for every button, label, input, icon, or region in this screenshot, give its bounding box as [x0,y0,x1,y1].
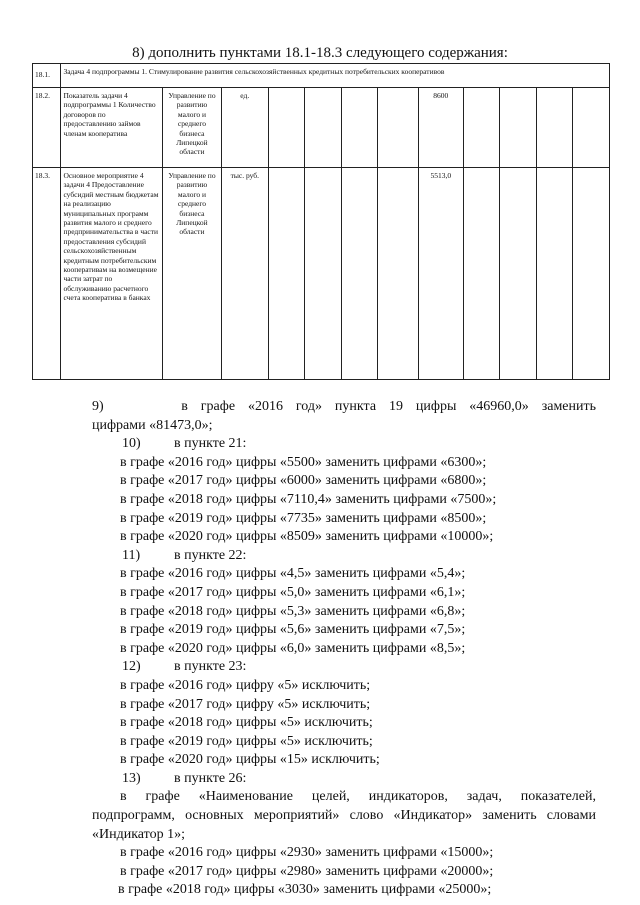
unit-cell: ед. [221,88,268,168]
executor-cell: Управление по развитию малого и среднего бизнеса Липецкой области [163,88,222,168]
item-13-line: «Индикатор 1»; [92,826,185,842]
unit-cell: тыс. руб. [221,168,268,380]
item-10-line: в графе «2016 год» цифры «5500» заменить цифрами «6300»; [120,454,487,470]
row-number: 18.1. [33,64,61,88]
item-11-header: 11) в пункте 22: [122,547,247,563]
item-9-text: в графе «2016 год» пункта 19 цифры «46960,0» заменить [181,399,597,414]
item-10-line: в графе «2019 год» цифры «7735» заменить цифрами «8500»; [120,510,487,526]
value-cell: 8600 [418,88,463,168]
task-title: Задача 4 подпрограммы 1. Стимулирование развития сельскохозяйственных кредитных потребительских кооперативов [61,64,610,88]
item-13-header: 13) в пункте 26: [122,770,247,786]
item-13-line: в графе «2018 год» цифры «3030» заменить цифрами «25000»; [118,882,492,898]
table-row [33,168,610,380]
table-row [33,64,610,88]
item-13-line: в графе «Наименование целей, индикаторов, задач, показателей, [120,789,596,805]
item-12-header: 12) в пункте 23: [122,659,247,675]
item-10-line: в графе «2018 год» цифры «7110,4» заменить цифрами «7500»; [120,491,497,507]
table-row [33,88,610,168]
section-heading: 8) дополнить пунктами 18.1-18.3 следующего содержания: [132,45,508,61]
item-13-line: в графе «2017 год» цифры «2980» заменить цифрами «20000»; [120,863,494,879]
item-10-line: в графе «2020 год» цифры «8509» заменить цифрами «10000»; [120,529,494,545]
amendment-table [32,63,610,380]
item-12-line: в графе «2019 год» цифры «5» исключить; [120,733,373,749]
item-12-line: в графе «2020 год» цифры «15» исключить; [120,752,380,768]
item-10-line: в графе «2017 год» цифры «6000» заменить цифрами «6800»; [120,473,487,489]
executor-cell: Управление по развитию малого и среднего бизнеса Липецкой области [163,168,222,380]
item-12-line: в графе «2017 год» цифру «5» исключить; [120,696,371,712]
amendments-text [92,398,596,900]
item-11-line: в графе «2017 год» цифры «5,0» заменить цифрами «6,1»; [120,584,466,600]
measure-name: Основное мероприятие 4 задачи 4 Предоставление субсидий местным бюджетам на реализацию муниципальных программ развития малого и среднего предпринимательства в части предоставления субсидий сельскохозяйственным кредитным потребительским кооперативам на возмещение части затрат по обслуживанию расчетного счета кооператива в банках [61,168,163,380]
indicator-name: Показатель задачи 4 подпрограммы 1 Количество договоров по предоставлению займов членам кооператива [61,88,163,168]
item-12-line: в графе «2016 год» цифру «5» исключить; [120,677,371,693]
item-12-line: в графе «2018 год» цифры «5» исключить; [120,715,373,731]
row-number: 18.3. [33,168,61,380]
value-cell: 5513,0 [418,168,463,380]
item-11-line: в графе «2018 год» цифры «5,3» заменить цифрами «6,8»; [120,603,466,619]
item-9-continuation: цифрами «81473,0»; [92,417,213,433]
item-11-line: в графе «2019 год» цифры «5,6» заменить цифрами «7,5»; [120,622,466,638]
item-13-line: подпрограмм, основных мероприятий» слово «Индикатор» заменить словами [92,808,596,824]
item-9 [92,398,596,417]
item-13-line: в графе «2016 год» цифры «2930» заменить цифрами «15000»; [120,845,494,861]
item-9-number: 9) [92,399,104,414]
item-11-line: в графе «2020 год» цифры «6,0» заменить цифрами «8,5»; [120,640,466,656]
row-number: 18.2. [33,88,61,168]
item-11-line: в графе «2016 год» цифры «4,5» заменить цифрами «5,4»; [120,566,466,582]
item-10-header: 10) в пункте 21: [122,436,247,452]
